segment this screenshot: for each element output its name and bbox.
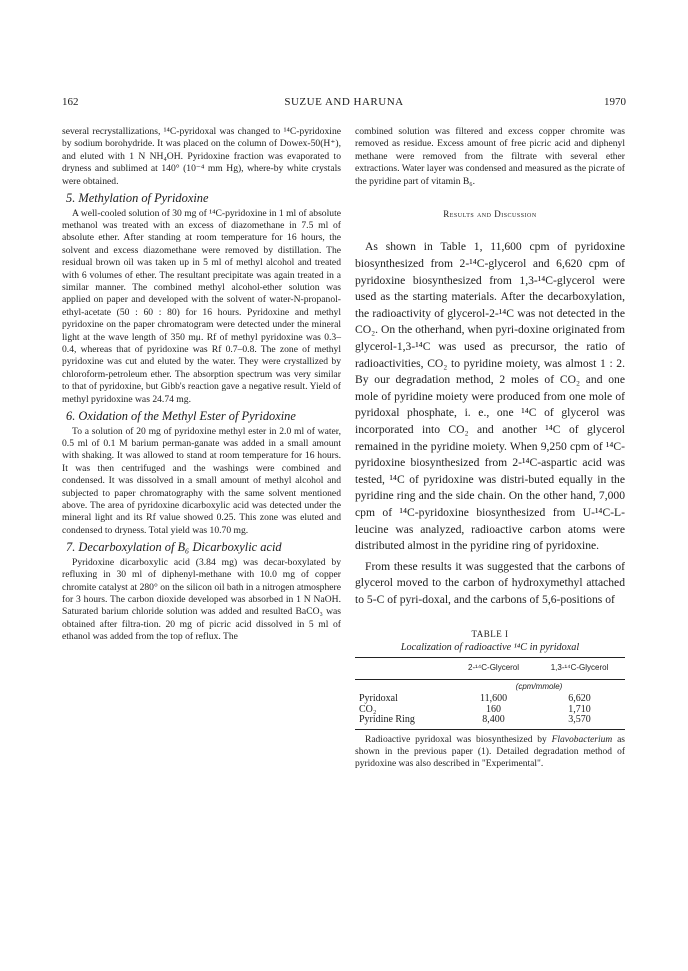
row-value: 8,400 <box>453 715 534 729</box>
paragraph-results: As shown in Table 1, 11,600 cpm of pyridoxine biosynthesized from 2-¹⁴C-glycerol and 6,620 cpm of pyridoxine biosynthesized from 1,3-¹⁴C-glycerol were used as the starting materials. After the decarboxylation, the radioactivity of glycerol-2-¹⁴C was not detected in the CO₂. On the otherhand, when pyri-doxine originated from glycerol-1,3-¹⁴C was used as precursor, the ratio of radioactivities, CO₂ to pyridine moiety, was almost 1 : 2. By our degradation method, 2 moles of CO₂ and one mole of pyridine moiety were produced from one mole of pyridoxal phosphate, i. e., one ¹⁴C of glycerol was incorporated into CO₂ and another ¹⁴C of glycerol remained in the pyridine moiety. When 9,250 cpm of ¹⁴C-pyridoxine biosynthesized from 2-¹⁴C-aspartic acid was tested, ¹⁴C of pyridoxine was distri-buted equally in the pyridine ring and the side chain. On the other hand, 7,000 cpm of ¹⁴C-pyridoxine biosynthesized from U-¹⁴C-L-leucine was analyzed, radioactive carbon atoms were distributed almost in the pyridine ring of pyridoxine. <box>355 240 625 553</box>
table-header-13-glycerol: 1,3-¹⁴C-Glycerol <box>534 658 625 679</box>
row-value: 3,570 <box>534 715 625 729</box>
paragraph-recrystallization: several recrystallizations, ¹⁴C-pyridoxal was changed to ¹⁴C-pyridoxine by sodium borohydride. It was placed on the column of Dowex-50(H⁺), and eluted with 1 N NH₄OH. Pyridoxine fraction was evaporated to dryness and sublimed at 140° (10⁻⁴ mm Hg), where-by white crystals were obtained. <box>62 126 341 187</box>
table-footnote <box>355 734 625 770</box>
table-header-blank <box>355 658 453 679</box>
paragraph-decarboxylation: Pyridoxine dicarboxylic acid (3.84 mg) was decar-boxylated by refluxing in 30 ml of diphenyl-methane with 10.0 mg of copper chromite catalyst at 280° on the silicon oil bath in a nitrogen atmosphere for 3 hours. The carbon dioxide developed was absorbed in 1 N NaOH. Saturated barium chloride solution was added and resulted BaCO₃ was obtained after filtra-tion. 20 mg of picric acid dissolved in 5 ml of ethanol was added from the top of reflux. The <box>62 556 341 643</box>
row-value: 160 <box>486 703 502 715</box>
footnote-text-b: as shown in the previous paper (1). Detailed degradation method of pyridoxine was also described in "Experimental". <box>355 734 625 769</box>
footnote-organism: Flavobacterium <box>551 734 613 745</box>
results-discussion-heading: Results and Discussion <box>443 209 537 220</box>
page-header <box>62 96 626 110</box>
table-row <box>355 715 625 729</box>
row-label: Pyridoxal <box>359 693 398 705</box>
publication-year: 1970 <box>604 96 626 108</box>
row-value: 1,710 <box>568 703 591 715</box>
row-label: Pyridine Ring <box>355 715 453 729</box>
section-heading-oxidation: 6. Oxidation of the Methyl Ester of Pyridoxine <box>66 409 296 424</box>
paragraph-suggestion: From these results it was suggested that the carbons of glycerol moved to the carbon of hydroxymethyl attached to 5-C of pyri-doxal, and the carbons of 5,6-positions of <box>355 559 625 606</box>
paragraph-methylation: A well-cooled solution of 30 mg of ¹⁴C-pyridoxine in 1 ml of absolute methanol was treated with an excess of diazomethane in 7.5 ml of absolute ether. After standing at room temperature for 16 hours, the solvent and excess diazomethane were removed by distillation. The residual brown oil was taken up in 5 ml of methyl alcohol and treated with 6 volumes of ether. The resultant precipitate was again treated in a similar manner. The combined methyl alcohol-ether solution was applied on paper and developed with the solvent of water-N-propanol-ethyl-acetate (50 : 60 : 80) for 16 hours. Pyridoxine and methyl pyridoxine on the paper chromatogram were detected under the mineral light at the wave length of 350 mμ. Rf of methyl pyridoxine was 0.3–0.4, whereas that of pyridoxine was Rf 0.7–0.8. The zone of methyl pyridoxine was cut and eluted by the water. They were crystallized by chloroform-petroleum ether. The absorption spectrum was very similar to that of pyridoxine, but Gibb's reaction gave a negative result. Yield of methyl pyridoxine was 24.74 mg. <box>62 207 341 405</box>
page-number: 162 <box>62 96 79 108</box>
localization-table <box>355 657 625 729</box>
paragraph-oxidation: To a solution of 20 mg of pyridoxine methyl ester in 2.0 ml of water, 0.5 ml of 0.1 M barium perman-ganate was added in a small amount with shaking. It was allowed to stand at room temperature for 16 hours. It was then centrifuged and the washings were combined and condensed. It was dissolved in a small amount of methyl alcohol and subjected to paper chromatography with the same solvent mentioned above. The area of pyridoxine dicarboxylic acid was detected under the mineral light and its Rf value showed 0.25. This zone was eluted and condensed to dryness. Total yield was 10.70 mg. <box>62 425 341 536</box>
table-header-2-glycerol: 2-¹⁴C-Glycerol <box>453 658 534 679</box>
row-label: CO₂ <box>359 703 377 715</box>
paragraph-picrate: combined solution was filtered and excess copper chromite was removed as residue. Excess amount of free picric acid and diphenyl methane were removed from the filtrate with several ether extractions. Water layer was condensed and measured as the picrate of the pyridine part of vitamin B₆. <box>355 126 625 187</box>
table-subtitle: Localization of radioactive ¹⁴C in pyridoxal <box>400 641 580 653</box>
row-value: 11,600 <box>479 693 508 705</box>
left-column <box>62 126 341 644</box>
section-heading-methylation: 5. Methylation of Pyridoxine <box>66 191 209 206</box>
right-column <box>355 126 625 770</box>
table-caption: TABLE I <box>471 628 509 639</box>
running-title: SUZUE AND HARUNA <box>284 96 404 108</box>
section-heading-decarboxylation: 7. Decarboxylation of B₆ Dicarboxylic acid <box>66 540 282 555</box>
table-unit: (cpm/mmole) <box>515 681 563 691</box>
footnote-text-a: Radioactive pyridoxal was biosynthesized by <box>365 734 547 745</box>
row-value: 6,620 <box>568 693 591 705</box>
